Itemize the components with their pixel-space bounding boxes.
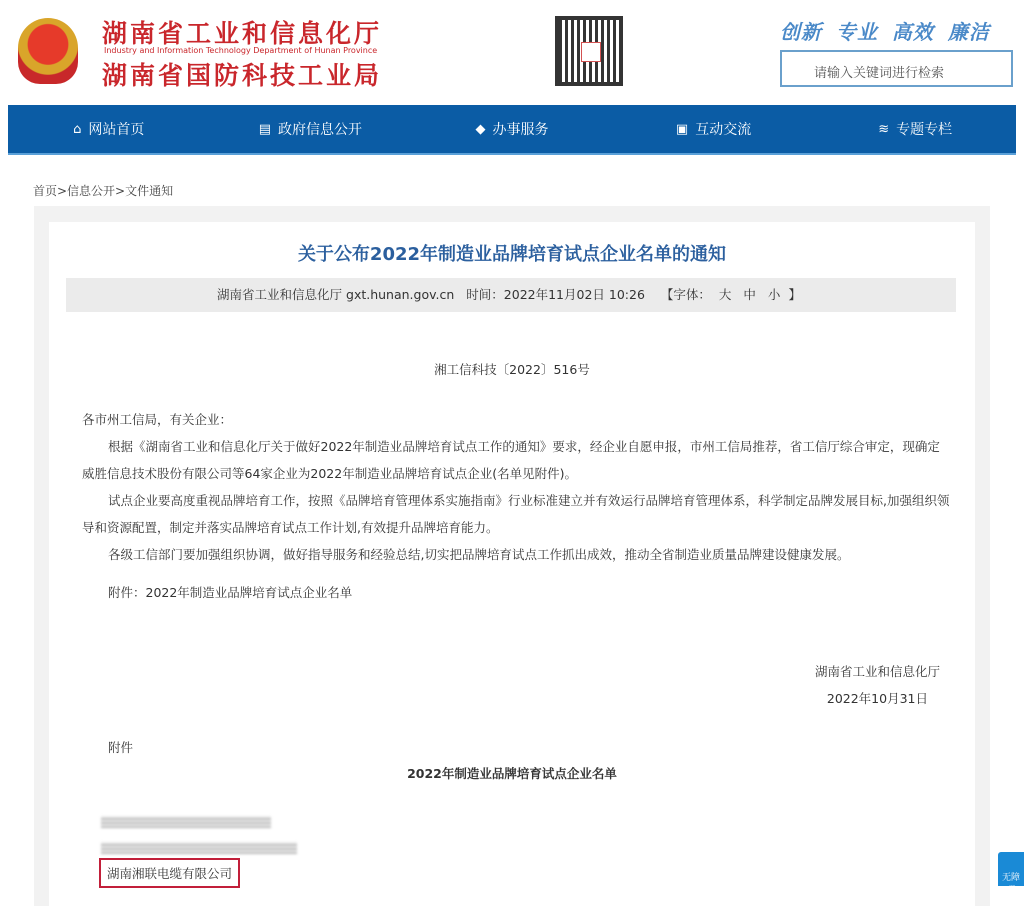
font-medium[interactable]: 中 bbox=[743, 287, 756, 302]
font-small[interactable]: 小 bbox=[767, 287, 781, 302]
article-meta bbox=[66, 278, 956, 312]
nav-label: 互动交流 bbox=[695, 122, 752, 138]
article-title: 关于公布2022年制造业品牌培育试点企业名单的通知 bbox=[297, 244, 727, 265]
nav-gov-info[interactable] bbox=[210, 105, 412, 153]
home-icon: ⌂ bbox=[73, 121, 82, 137]
attachment-label: 附件 bbox=[108, 740, 134, 755]
chat-icon: ▣ bbox=[675, 121, 689, 137]
org-name-en: Industry and Information Technology Department of Hunan Province bbox=[104, 46, 378, 55]
font-label: 【字体： bbox=[660, 287, 711, 302]
accessibility-button[interactable]: 无障碍 bbox=[998, 852, 1024, 886]
slogan: 创新 专业 高效 廉洁 bbox=[780, 20, 990, 44]
search-input[interactable]: 请输入关键词进行检索 bbox=[780, 50, 1013, 87]
org-name-cn: 湖南省工业和信息化厅 bbox=[102, 19, 383, 48]
signature-block bbox=[815, 658, 940, 712]
nav-interaction[interactable] bbox=[613, 105, 815, 153]
layers-icon: ≋ bbox=[878, 121, 890, 137]
paragraph: 根据《湖南省工业和信息化厅关于做好2022年制造业品牌培育试点工作的通知》要求，经企业自愿申报，市州工信局推荐，省工信厅综合审定，现确定威胜信息技术股份有限公司等64家企业为2022年制造业品牌培育试点企业(名单见附件)。 bbox=[82, 439, 940, 481]
doc-number: 湘工信科技〔2022〕516号 bbox=[434, 362, 590, 377]
salutation: 各市州工信局，有关企业： bbox=[82, 412, 233, 427]
paragraph: 试点企业要高度重视品牌培育工作，按照《品牌培育管理体系实施指南》行业标准建立并有效运行品牌培育管理体系，科学制定品牌发展目标,加强组织领导和资源配置，制定并落实品牌培育试点工作计划,有效提升品牌培育能力。 bbox=[82, 493, 950, 535]
article-body bbox=[82, 406, 952, 568]
org-name-cn-2: 湖南省国防科技工业局 bbox=[102, 61, 383, 90]
highlighted-company: 湖南湘联电缆有限公司 bbox=[99, 858, 240, 888]
sign-date: 2022年10月31日 bbox=[826, 691, 928, 706]
paragraph: 各级工信部门要加强组织协调，做好指导服务和经验总结,切实把品牌培育试点工作抓出成效，推动全省制造业质量品牌建设健康发展。 bbox=[108, 547, 850, 562]
article-card bbox=[49, 222, 975, 922]
breadcrumb[interactable]: 首页>信息公开>文件通知 bbox=[33, 184, 174, 198]
nav-services[interactable] bbox=[411, 105, 613, 153]
font-end: 】 bbox=[788, 287, 801, 302]
signature: 湖南省工业和信息化厅 bbox=[814, 664, 940, 679]
redacted-line bbox=[101, 842, 297, 854]
nav-label: 专题专栏 bbox=[896, 122, 953, 138]
nav-label: 网站首页 bbox=[88, 122, 145, 138]
nav-label: 办事服务 bbox=[492, 122, 549, 138]
font-large[interactable]: 大 bbox=[718, 287, 732, 302]
font-size-control bbox=[657, 287, 805, 302]
document-icon: ▤ bbox=[258, 121, 272, 137]
meta-time: 时间：2022年11月02日 10:26 bbox=[466, 287, 645, 302]
national-emblem-logo bbox=[18, 18, 78, 84]
service-icon: ◆ bbox=[475, 121, 486, 137]
annex-note: 附件：2022年制造业品牌培育试点企业名单 bbox=[108, 585, 353, 600]
list-title: 2022年制造业品牌培育试点企业名单 bbox=[407, 766, 617, 781]
main-nav bbox=[8, 105, 1016, 155]
meta-source: 湖南省工业和信息化厅 gxt.hunan.gov.cn bbox=[217, 287, 455, 302]
redacted-line bbox=[101, 816, 271, 828]
nav-label: 政府信息公开 bbox=[278, 122, 363, 138]
site-header bbox=[0, 0, 1024, 105]
qr-code-image bbox=[555, 16, 623, 86]
nav-topics[interactable] bbox=[814, 105, 1016, 153]
nav-home[interactable] bbox=[8, 105, 210, 153]
